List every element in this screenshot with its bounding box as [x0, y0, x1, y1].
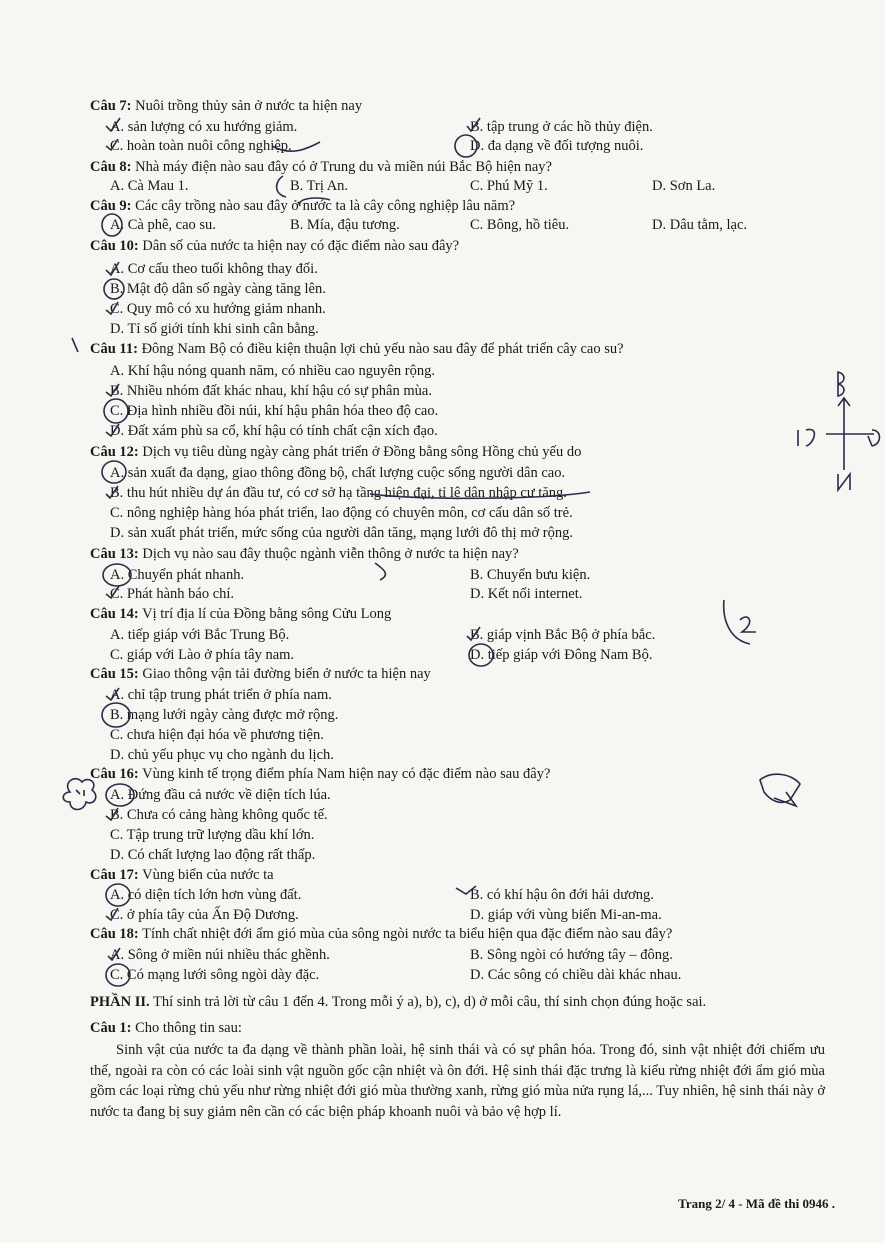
part-2-heading: [90, 993, 706, 1011]
option-c[interactable]: C. Phú Mỹ 1.: [470, 178, 548, 194]
question-text: Giao thông vận tải đường biển ở nước ta hiện nay: [138, 666, 431, 682]
question-label: Câu 17:: [90, 867, 139, 883]
flower-doodle: [63, 779, 96, 810]
question-text: Dịch vụ nào sau đây thuộc ngành viễn thông ở nước ta hiện nay?: [138, 546, 519, 562]
passage: Sinh vật của nước ta đa dạng về thành phần loài, hệ sinh thái và có sự phân hóa. Trong đó, sinh vật nhiệt đới chiếm ưu thế, ngoài ra còn có các loài sinh vật nguồn gốc cận nhiệt và ôn đới. Hệ sinh thái đặc trưng là kiểu rừng nhiệt đới ẩm gió mùa gồm các loại rừng chủ yếu như rừng nhiệt đới gió mùa thường xanh, rừng gió mùa nửa rụng lá,... Tuy nhiên, hệ sinh thái này ở nước ta đang bị suy giảm nên cần có các biện pháp khoanh nuôi và bảo vệ hợp lí.: [90, 1042, 825, 1120]
option-a[interactable]: A. sản lượng có xu hướng giảm.: [110, 119, 298, 135]
compass-arrows: [826, 398, 874, 470]
option-d[interactable]: D. sản xuất phát triển, mức sống của người dân tăng, mạng lưới đô thị mở rộng.: [110, 525, 573, 541]
option-a[interactable]: A. chỉ tập trung phát triển ở phía nam.: [110, 687, 332, 703]
option-d[interactable]: D. Kết nối internet.: [470, 586, 583, 602]
option-a[interactable]: A. Khí hậu nóng quanh năm, có nhiều cao nguyên rộng.: [110, 363, 435, 379]
option-a[interactable]: A. Cơ cấu theo tuổi không thay đổi.: [110, 261, 318, 277]
option-c[interactable]: C. Quy mô có xu hướng giảm nhanh.: [110, 301, 326, 317]
option-b[interactable]: B. Trị An.: [290, 178, 349, 194]
question-text: Tính chất nhiệt đới ẩm gió mùa của sông ngòi nước ta biểu hiện qua đặc điểm nào sau đây?: [138, 926, 673, 942]
option-a[interactable]: A. Cà phê, cao su.: [110, 217, 216, 233]
question-label: Câu 1:: [90, 1020, 132, 1036]
option-b[interactable]: B. mạng lưới ngày càng được mở rộng.: [110, 707, 339, 723]
question-10: [90, 237, 459, 255]
option-b[interactable]: B. Chuyển bưu kiện.: [470, 567, 591, 583]
option-d[interactable]: D. Các sông có chiều dài khác nhau.: [470, 967, 682, 983]
option-d[interactable]: D. chủ yếu phục vụ cho ngành du lịch.: [110, 747, 334, 763]
option-a[interactable]: A. Đứng đầu cả nước về diện tích lúa.: [110, 787, 331, 803]
option-b[interactable]: B. Mật độ dân số ngày càng tăng lên.: [110, 281, 326, 297]
option-c[interactable]: C. giáp với Lào ở phía tây nam.: [110, 647, 295, 663]
question-7: [90, 97, 362, 115]
question-label: Câu 9:: [90, 198, 132, 214]
option-d[interactable]: D. Đất xám phù sa cổ, khí hậu có tính chất cận xích đạo.: [110, 423, 438, 439]
question-15: [90, 665, 431, 683]
option-a[interactable]: A. có diện tích lớn hơn vùng đất.: [110, 887, 302, 903]
option-d[interactable]: D. đa dạng về đối tượng nuôi.: [470, 138, 644, 154]
option-a[interactable]: A. tiếp giáp với Bắc Trung Bộ.: [110, 627, 290, 643]
option-a[interactable]: A. Chuyển phát nhanh.: [110, 567, 245, 583]
question-16: [90, 765, 550, 783]
option-a[interactable]: A. Sông ở miền núi nhiều thác ghềnh.: [110, 947, 330, 963]
question-text: Nuôi trồng thủy sản ở nước ta hiện nay: [131, 98, 363, 114]
question-label: Câu 16:: [90, 766, 139, 782]
option-c[interactable]: C. nông nghiệp hàng hóa phát triển, lao động có chuyên môn, cơ cấu dân số trẻ.: [110, 505, 573, 521]
option-d[interactable]: D. Sơn La.: [652, 178, 716, 194]
question-label: Câu 15:: [90, 666, 139, 682]
flower-doodle-face: [76, 790, 84, 796]
question-label: Câu 18:: [90, 926, 139, 942]
part-2-label: PHẦN II.: [90, 994, 150, 1010]
stray-mark: [72, 338, 78, 352]
option-c[interactable]: C. Bông, hồ tiêu.: [470, 217, 570, 233]
option-c[interactable]: C. Phát hành báo chí.: [110, 586, 235, 602]
margin-note-2: [740, 617, 756, 632]
question-text: Cho thông tin sau:: [131, 1020, 242, 1036]
part-2-instruction: Thí sinh trả lời từ câu 1 đến 4. Trong mỗi ý a), b), c), d) ở mỗi câu, thí sinh chọn đúng hoặc sai.: [149, 994, 707, 1010]
option-c[interactable]: C. Có mạng lưới sông ngòi dày đặc.: [110, 967, 320, 983]
question-text: Dịch vụ tiêu dùng ngày càng phát triển ở Đồng bằng sông Hồng chủ yếu do: [138, 444, 582, 460]
option-d[interactable]: D. Có chất lượng lao động rất thấp.: [110, 847, 316, 863]
question-text: Đông Nam Bộ có điều kiện thuận lợi chủ yếu nào sau đây để phát triển cây cao su?: [137, 341, 624, 357]
option-d[interactable]: D. giáp với vùng biển Mi-an-ma.: [470, 907, 662, 923]
option-d[interactable]: D. Tỉ số giới tính khi sinh cân bằng.: [110, 321, 319, 337]
question-label: Câu 7:: [90, 98, 132, 114]
margin-stroke: [724, 600, 750, 644]
option-a[interactable]: A. sản xuất đa dạng, giao thông đồng bộ, chất lượng cuộc sống người dân cao.: [110, 465, 566, 481]
option-b[interactable]: B. Sông ngòi có hướng tây – đông.: [470, 947, 673, 963]
question-label: Câu 10:: [90, 238, 139, 254]
question-11: [90, 340, 624, 358]
question-text: Vùng kinh tế trọng điểm phía Nam hiện nay có đặc điểm nào sau đây?: [138, 766, 551, 782]
question-8: [90, 158, 552, 176]
question-label: Câu 12:: [90, 444, 139, 460]
page-footer: Trang 2/ 4 - Mã đề thi 0946 .: [678, 1196, 835, 1211]
question-text: Vị trí địa lí của Đồng bằng sông Cửu Long: [138, 606, 392, 622]
question-9: [90, 197, 515, 215]
option-b[interactable]: B. giáp vịnh Bắc Bộ ở phía bắc.: [470, 627, 656, 643]
question-13: [90, 545, 519, 563]
compass-west-letter: [798, 429, 814, 446]
option-a[interactable]: A. Cà Mau 1.: [110, 178, 189, 194]
question-14: [90, 605, 391, 623]
option-d[interactable]: D. tiếp giáp với Đông Nam Bộ.: [470, 647, 653, 663]
question-12: [90, 443, 581, 461]
compass-north-letter: [838, 372, 844, 396]
option-b[interactable]: B. có khí hậu ôn đới hải dương.: [470, 887, 654, 903]
compass-south-letter: [838, 474, 850, 490]
option-b[interactable]: B. tập trung ở các hồ thủy điện.: [470, 119, 653, 135]
option-b[interactable]: B. Mía, đậu tương.: [290, 217, 400, 233]
option-c[interactable]: C. ở phía tây của Ấn Độ Dương.: [110, 907, 299, 923]
question-17: [90, 866, 274, 884]
option-c[interactable]: C. hoàn toàn nuôi công nghiệp.: [110, 138, 292, 154]
option-c[interactable]: C. Địa hình nhiều đồi núi, khí hậu phân hóa theo độ cao.: [110, 403, 439, 419]
question-18: [90, 925, 672, 943]
question-label: Câu 8:: [90, 159, 132, 175]
question-label: Câu 14:: [90, 606, 139, 622]
stray-mark: [375, 563, 385, 580]
question-text: Nhà máy điện nào sau đây có ở Trung du và miền núi Bắc Bộ hiện nay?: [131, 159, 552, 175]
option-b[interactable]: B. thu hút nhiều dự án đầu tư, có cơ sở hạ tầng hiện đại, tỉ lệ dân nhập cư tăng.: [110, 485, 567, 501]
margin-scribble: [760, 774, 800, 802]
answer-circle: [277, 176, 286, 197]
question-text: Dân số của nước ta hiện nay có đặc điểm nào sau đây?: [138, 238, 460, 254]
option-c[interactable]: C. Tập trung trữ lượng dầu khí lớn.: [110, 827, 315, 843]
question-text: Vùng biển của nước ta: [138, 867, 274, 883]
question-label: Câu 13:: [90, 546, 139, 562]
option-b[interactable]: B. Nhiều nhóm đất khác nhau, khí hậu có sự phân mùa.: [110, 383, 432, 399]
option-d[interactable]: D. Dâu tằm, lạc.: [652, 217, 748, 233]
question-text: Các cây trồng nào sau đây ở nước ta là cây công nghiệp lâu năm?: [131, 198, 516, 214]
compass-east-letter: [868, 430, 880, 446]
option-c[interactable]: C. chưa hiện đại hóa về phương tiện.: [110, 727, 324, 743]
margin-scribble: [774, 792, 796, 806]
option-b[interactable]: B. Chưa có cảng hàng không quốc tế.: [110, 807, 328, 823]
part-2-question-1: [90, 1019, 242, 1037]
question-label: Câu 11:: [90, 341, 138, 357]
